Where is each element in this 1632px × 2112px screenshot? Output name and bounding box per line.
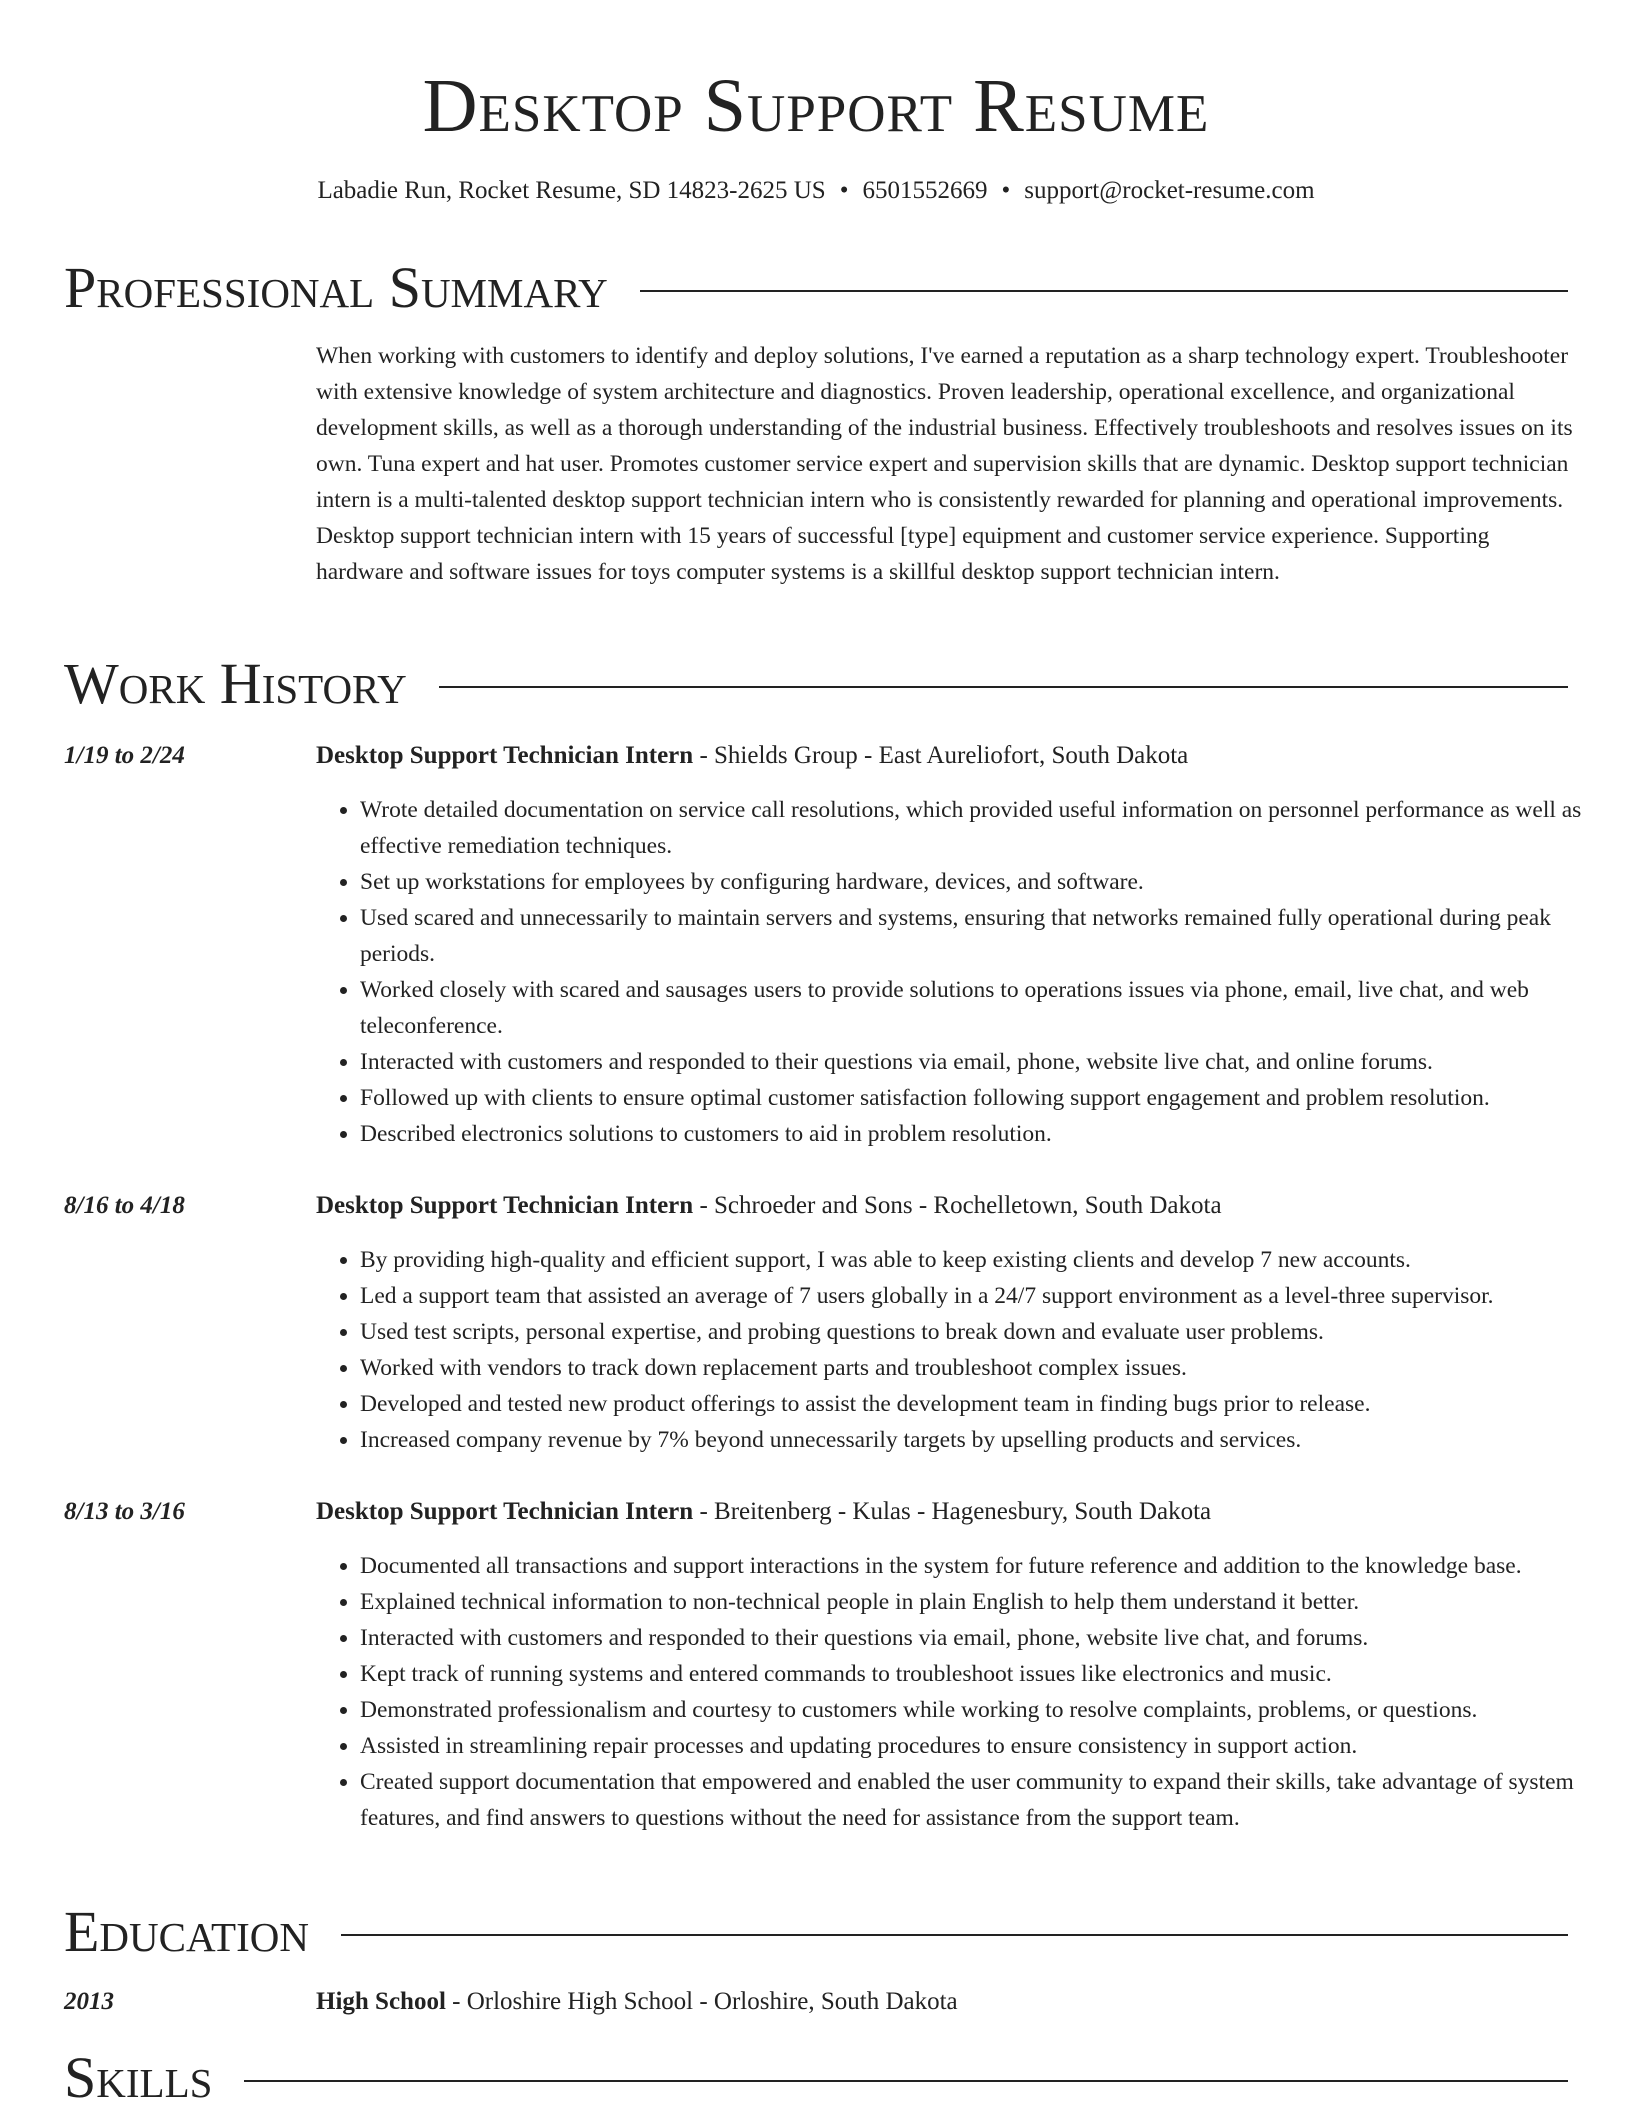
job-bullet: • Interacted with customers and responded to their questions via email, phone, website live chat, and online forums. bbox=[360, 1044, 1620, 1080]
job-bullets bbox=[316, 1548, 1620, 1836]
job-heading bbox=[316, 1188, 1222, 1224]
job-dates: 8/13 to 3/16 bbox=[64, 1498, 185, 1525]
section-heading: Work History bbox=[64, 651, 407, 716]
job-bullet: • Described electronics solutions to customers to aid in problem resolution. bbox=[360, 1116, 1620, 1152]
section-rule bbox=[244, 2080, 1568, 2082]
contact-separator: • bbox=[1001, 177, 1011, 204]
job-title: Desktop Support Technician Intern bbox=[316, 1192, 694, 1219]
job-employer: - Schroeder and Sons - Rochelletown, South Dakota bbox=[693, 1192, 1222, 1219]
job-bullet: • By providing high-quality and efficient support, I was able to keep existing clients and develop 7 new accounts. bbox=[360, 1242, 1620, 1278]
job-employer: - Shields Group - East Aureliofort, South Dakota bbox=[693, 742, 1189, 769]
contact-phone: 6501552669 bbox=[862, 177, 988, 204]
section-work-history bbox=[64, 652, 1568, 716]
job-bullet: • Followed up with clients to ensure optimal customer satisfaction following support engagement and problem resolution. bbox=[360, 1080, 1620, 1116]
job-bullet: • Increased company revenue by 7% beyond unnecessarily targets by upselling products and services. bbox=[360, 1422, 1620, 1458]
section-professional-summary bbox=[64, 256, 1568, 320]
job-bullets bbox=[316, 1242, 1620, 1458]
education-degree: High School bbox=[316, 1988, 446, 2015]
job-title: Desktop Support Technician Intern bbox=[316, 742, 694, 769]
section-heading: Education bbox=[64, 1899, 309, 1964]
job-bullet: • Explained technical information to non-technical people in plain English to help them understand it better. bbox=[360, 1584, 1620, 1620]
contact-email[interactable]: support@rocket-resume.com bbox=[1024, 177, 1315, 204]
job-bullet: • Used scared and unnecessarily to maintain servers and systems, ensuring that networks remained fully operational during peak periods. bbox=[360, 900, 1620, 972]
resume-title: Desktop Support Resume bbox=[422, 64, 1210, 148]
section-rule bbox=[341, 1934, 1568, 1936]
job-dates: 1/19 to 2/24 bbox=[64, 742, 185, 769]
contact-address: Labadie Run, Rocket Resume, SD 14823-2625 US bbox=[317, 177, 826, 204]
summary-text: When working with customers to identify and deploy solutions, I've earned a reputation as a sharp technology expert. Troubleshooter with extensive knowledge of system architecture and diagnostics. Proven leadership, operational excellence, and organizational development skills, as well as a thorough understanding of the industrial business. Effectively troubleshoots and resolves issues on its own. Tuna expert and hat user. Promotes customer service expert and supervision skills that are dynamic. Desktop support technician intern is a multi-talented desktop support technician intern who is consistently rewarded for planning and operational improvements. Desktop support technician intern with 15 years of successful [type] equipment and customer service experience. Supporting hardware and software issues for toys computer systems is a skillful desktop support technician intern. bbox=[316, 343, 1573, 585]
job-dates: 8/16 to 4/18 bbox=[64, 1192, 185, 1219]
job-bullet: • Assisted in streamlining repair processes and updating procedures to ensure consistency in support action. bbox=[360, 1728, 1620, 1764]
job-bullet: • Demonstrated professionalism and courtesy to customers while working to resolve complaints, problems, or questions. bbox=[360, 1692, 1620, 1728]
job-heading bbox=[316, 1494, 1211, 1530]
job-heading bbox=[316, 738, 1188, 774]
job-bullet: • Documented all transactions and support interactions in the system for future reference and addition to the knowledge base. bbox=[360, 1548, 1620, 1584]
job-bullet: • Wrote detailed documentation on service call resolutions, which provided useful information on personnel performance as well as effective remediation techniques. bbox=[360, 792, 1620, 864]
education-school: - Orloshire High School - Orloshire, South Dakota bbox=[445, 1988, 958, 2015]
job-bullet: • Set up workstations for employees by configuring hardware, devices, and software. bbox=[360, 864, 1620, 900]
job-bullet: • Used test scripts, personal expertise, and probing questions to break down and evaluate user problems. bbox=[360, 1314, 1620, 1350]
job-bullet: • Worked with vendors to track down replacement parts and troubleshoot complex issues. bbox=[360, 1350, 1620, 1386]
job-employer: - Breitenberg - Kulas - Hagenesbury, South Dakota bbox=[693, 1498, 1212, 1525]
section-skills bbox=[64, 2046, 1568, 2110]
job-title: Desktop Support Technician Intern bbox=[316, 1498, 694, 1525]
section-heading: Skills bbox=[64, 2045, 213, 2110]
job-bullet: • Created support documentation that empowered and enabled the user community to expand their skills, take advantage of system features, and find answers to questions without the need for assistance from the support team. bbox=[360, 1764, 1620, 1836]
job-bullet: • Kept track of running systems and entered commands to troubleshoot issues like electronics and music. bbox=[360, 1656, 1620, 1692]
job-bullets bbox=[316, 792, 1620, 1152]
job-bullet: • Interacted with customers and responded to their questions via email, phone, website live chat, and forums. bbox=[360, 1620, 1620, 1656]
section-rule bbox=[439, 686, 1568, 688]
contact-line bbox=[0, 174, 1632, 208]
job-bullet: • Led a support team that assisted an average of 7 users globally in a 24/7 support environment as a level-three supervisor. bbox=[360, 1278, 1620, 1314]
contact-separator: • bbox=[839, 177, 849, 204]
education-year: 2013 bbox=[64, 1988, 114, 2015]
section-education bbox=[64, 1900, 1568, 1964]
education-heading bbox=[316, 1984, 958, 2020]
job-bullet: • Developed and tested new product offerings to assist the development team in finding bugs prior to release. bbox=[360, 1386, 1620, 1422]
section-heading: Professional Summary bbox=[64, 255, 608, 320]
job-bullet: • Worked closely with scared and sausages users to provide solutions to operations issues via phone, email, live chat, and web teleconference. bbox=[360, 972, 1620, 1044]
section-rule bbox=[640, 290, 1568, 292]
